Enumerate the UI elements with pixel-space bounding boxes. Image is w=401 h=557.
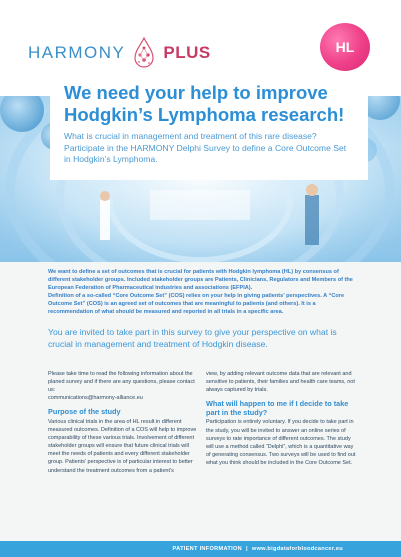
logo-plus: PLUS (163, 43, 211, 62)
page-subtitle: What is crucial in management and treatment of this rare disease? Participate in the HARMONY Delphi Survey to define a Core Outcome Set in Hodgkin’s Lymphoma. (64, 131, 347, 164)
hl-badge: HL (320, 23, 370, 71)
intro-paragraph-1: We want to define a set of outcomes that is crucial for patients with Hodgkin lymphoma (HL) by consensus of different stakeholder groups. Included stakeholder groups are Patients, Clinicians, Regulators and Members of the European Federation of Pharmaceutical industries and associations (EFPIA). (48, 269, 353, 292)
logo-word: HARMONY (28, 43, 126, 62)
right-column (206, 370, 356, 467)
footer-separator: | (245, 546, 248, 552)
invitation-text: You are invited to take part in this survey to give your perspective on what is crucial in management and treatment of Hodgkin disease. (48, 327, 337, 349)
purpose-text-continued: view, by adding relevant outcome data that are relevant and sensitive to patients, their families and health care teams, not always captured by trials. (206, 371, 355, 394)
footer-bar (0, 541, 401, 557)
footer-label: PATIENT INFORMATION (172, 546, 242, 552)
droplet-logo-icon (129, 36, 159, 70)
title-card (50, 76, 368, 180)
intro-paragraph-2: Definition of a so-called “Core Outcome Set” (COS) relies on your help in giving patients’ perspectives. A “Core Outcome Set” (COS) is an agreed set of outcomes that are meaningful to patients (and others). It is a recommendation of what should be measured and reported in all trials in a specific area. (48, 293, 345, 316)
participation-text: Participation is entirely voluntary. If you decide to take part in the study, you will be invited to answer an online series of surveys to rate importance of different outcomes. The study will use a method called “Delphi”, which is a quantitative way of generating consensus. Two surveys will be used to find out what you think should be included in the Core Outcome Set. (206, 419, 356, 466)
left-column (48, 370, 198, 475)
participation-heading: What will happen to me if I decide to take part in the study? (206, 399, 349, 417)
contact-text: Please take time to read the following information about the planed survey and if there are any questions, please contact us: (48, 371, 195, 394)
harmony-plus-logo (28, 36, 211, 70)
intro-text (48, 268, 354, 317)
page-title: We need your help to improve Hodgkin’s Lymphoma research! (64, 82, 345, 125)
footer-url-link[interactable]: www.bigdataforbloodcancer.eu (251, 546, 343, 552)
purpose-text: Various clinical trials in the area of HL result in different measured outcomes. Definition of a COS will help to improve comparability of these various trials. Involvement of different stakeholder groups will ensure that future clinical trials will meet the needs of patients and every different stakeholder group. Patients’ perspective is of particular interest to better understand the treatment outcomes from a patient’s (48, 418, 197, 474)
contact-email-link[interactable]: communications@harmony-alliance.eu (48, 395, 143, 402)
purpose-heading: Purpose of the study (48, 407, 121, 417)
